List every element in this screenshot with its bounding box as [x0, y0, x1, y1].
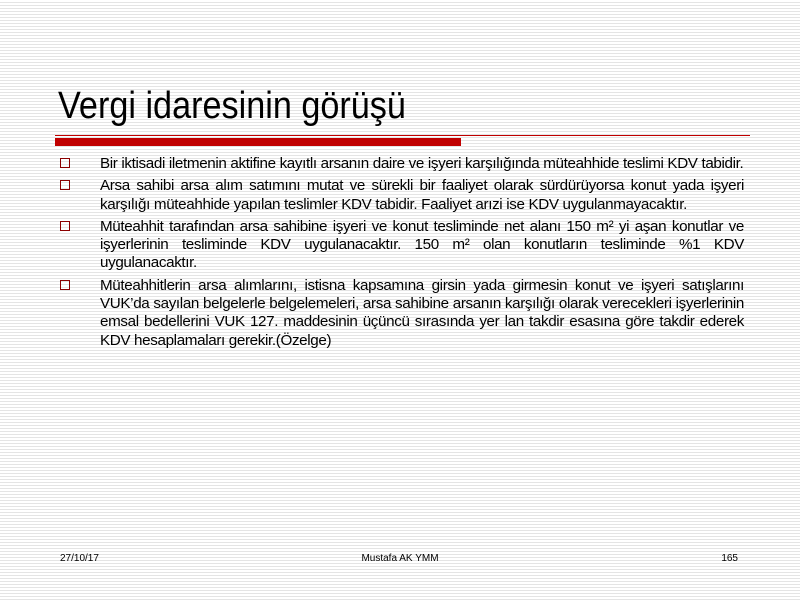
footer-date: 27/10/17	[60, 553, 99, 564]
square-bullet-icon	[60, 221, 70, 231]
square-bullet-icon	[60, 158, 70, 168]
footer-page-number: 165	[721, 553, 738, 564]
square-bullet-icon	[60, 280, 70, 290]
footer-author: Mustafa AK YMM	[361, 553, 439, 564]
bullet-text: Müteahhit tarafından arsa sahibine işyeri ve konut tesliminde net alanı 150 m² yi aşan konutlar ve işyerlerinin tesliminde KDV uygulanacaktır. 150 m² olan konutların tesliminde %1 KDV uygulanacaktır.	[100, 217, 744, 272]
bullet-list	[58, 155, 744, 354]
bullet-item	[58, 277, 744, 350]
bullet-text: Bir iktisadi iletmenin aktifine kayıtlı arsanın daire ve işyeri karşılığında müteahhide teslimi KDV tabidir.	[100, 155, 744, 172]
bullet-item	[58, 155, 744, 173]
square-bullet-icon	[60, 180, 70, 190]
bullet-item	[58, 177, 744, 214]
bullet-item	[58, 218, 744, 273]
bullet-text: Müteahhitlerin arsa alımlarını, istisna kapsamına girsin yada girmesin konut ve işyeri satışlarını VUK’da sayılan belgelerle belgelemeleri, arsa sahibine arsanın karşılığı olarak verecekleri işyerlerinin emsal bedellerini VUK 127. maddesinin üçüncü sırasında yer lan takdir esasına göre takdir ederek KDV hesaplamaları gerekir.(Özelge)	[100, 276, 744, 349]
title-divider-thin	[55, 135, 750, 136]
title-divider-thick	[55, 138, 461, 146]
bullet-text: Arsa sahibi arsa alım satımını mutat ve sürekli bir faaliyet olarak sürdürüyorsa konut yada işyeri karşılığı müteahhide yapılan teslimler KDV tabidir. Faaliyet arızi ise KDV uygulanmayacaktır.	[100, 177, 744, 213]
slide-title: Vergi idaresinin görüşü	[58, 85, 406, 127]
